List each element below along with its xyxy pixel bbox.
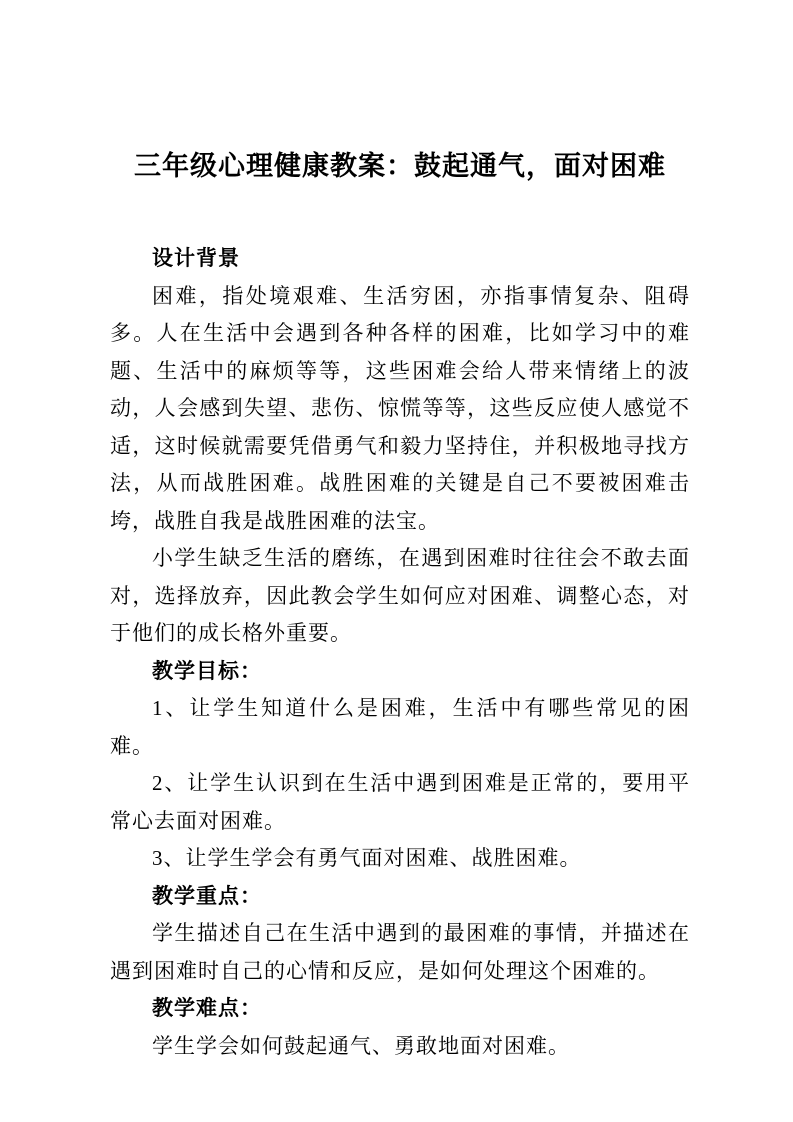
- section-heading-design-background: 设计背景: [152, 246, 240, 270]
- section-heading-teaching-goals: 教学目标：: [152, 658, 262, 683]
- goal-item-2: 2、让学生认识到在生活中遇到困难是正常的，要用平常心去面对困难。: [110, 771, 690, 833]
- section-heading-teaching-difficulty: 教学难点：: [152, 996, 262, 1020]
- goal-item-1: 1、让学生知道什么是困难，生活中有哪些常见的困难。: [110, 696, 690, 758]
- paragraph-background-2: 小学生缺乏生活的磨练，在遇到困难时往往会不敢去面对，选择放弃，因此教会学生如何应对困难、调整心态，对于他们的成长格外重要。: [110, 546, 690, 645]
- paragraph-teaching-difficulty: 学生学会如何鼓起通气、勇敢地面对困难。: [152, 1033, 570, 1058]
- paragraph-background-1: 困难，指处境艰难、生活穷困，亦指事情复杂、阻碍多。人在生活中会遇到各种各样的困难，比如学习中的难题、生活中的麻烦等等，这些困难会给人带来情绪上的波动，人会感到失望、悲伤、惊慌等等，这些反应使人感觉不适，这时候就需要凭借勇气和毅力坚持住，并积极地寻找方法，从而战胜困难。战胜困难的关键是自己不要被困难击垮，战胜自我是战胜困难的法宝。: [110, 283, 690, 533]
- section-heading-teaching-focus: 教学重点：: [152, 883, 262, 908]
- page-title: 三年级心理健康教案：鼓起通气，面对困难: [134, 151, 666, 181]
- goal-item-3: 3、让学生学会有勇气面对困难、战胜困难。: [152, 846, 582, 870]
- paragraph-teaching-focus: 学生描述自己在生活中遇到的最困难的事情，并描述在遇到困难时自己的心情和反应，是如何处理这个困难的。: [110, 921, 690, 983]
